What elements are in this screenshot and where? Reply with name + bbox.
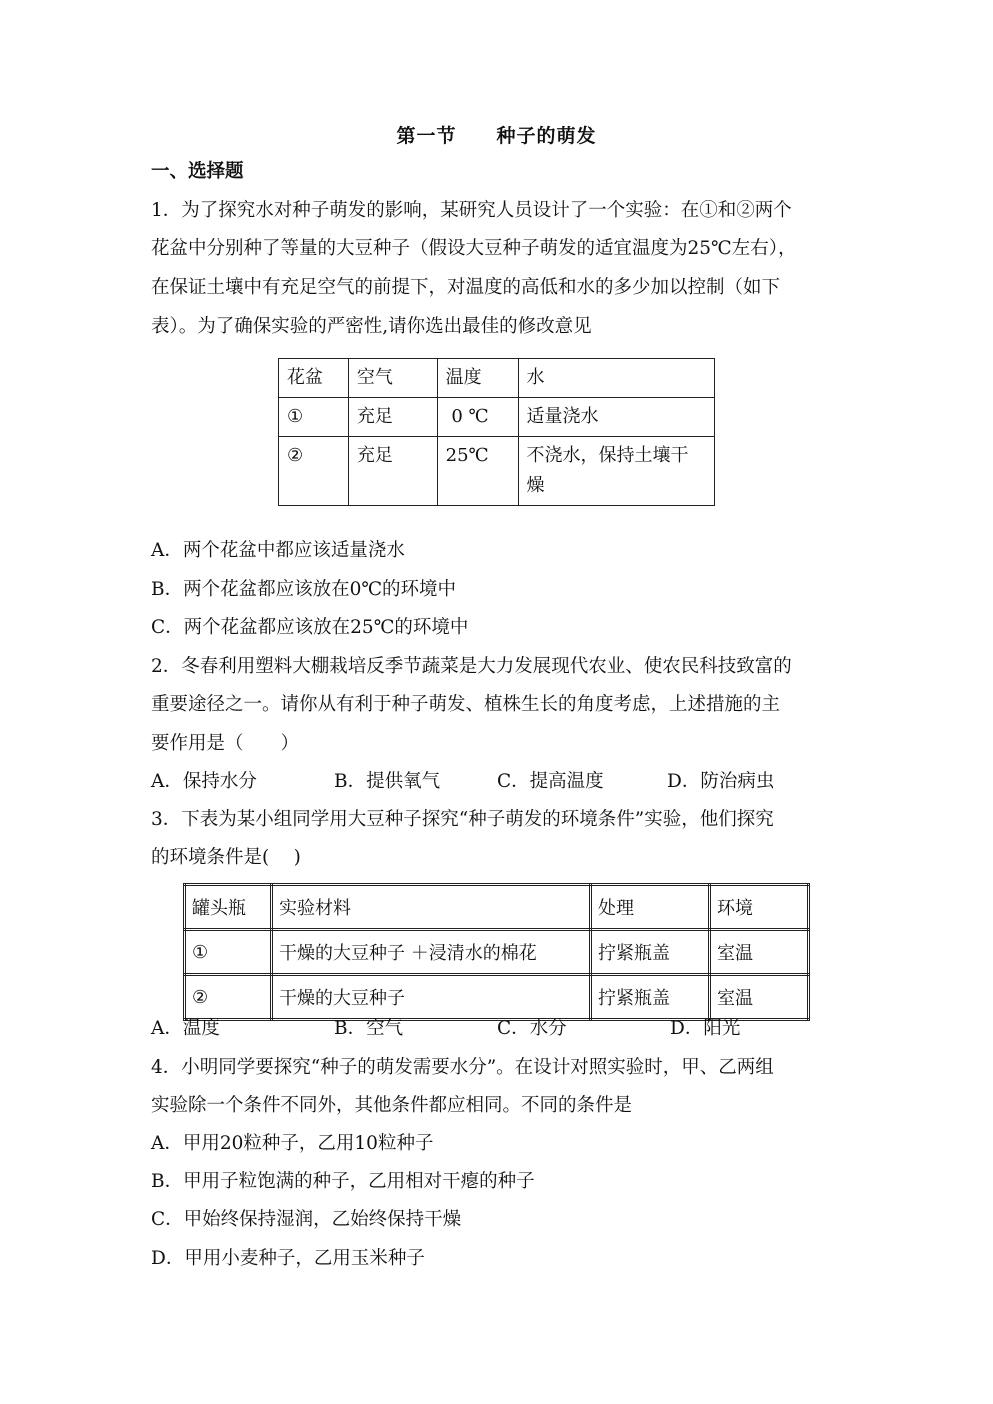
q4-line: 实验除一个条件不同外，其他条件都应相同。不同的条件是 [151, 1095, 633, 1116]
q3-line: 的环境条件是( ) [151, 847, 301, 868]
q4-option-d: D．甲用小麦种子，乙用玉米种子 [151, 1248, 425, 1269]
table-row [185, 930, 809, 975]
table-header-cell: 空气 [348, 359, 437, 398]
table-header-cell: 水 [518, 359, 714, 398]
q1-option-b: B．两个花盆都应该放在0℃的环境中 [151, 579, 457, 600]
q3-options [151, 1016, 740, 1042]
table-cell: ② [185, 975, 272, 1020]
table-row [279, 398, 715, 437]
table-header-cell: 环境 [710, 885, 809, 930]
table-cell: ① [279, 398, 349, 437]
table-cell: 拧紧瓶盖 [591, 975, 710, 1020]
title-text: 种子的萌发 [496, 125, 597, 147]
table-cell: 充足 [348, 398, 437, 437]
table-cell: 室温 [710, 930, 809, 975]
q4-option-c: C．甲始终保持湿润，乙始终保持干燥 [151, 1209, 462, 1230]
q4-line: 4．小明同学要探究“种子的萌发需要水分”。在设计对照实验时，甲、乙两组 [151, 1057, 774, 1078]
q1-line: 在保证土壤中有充足空气的前提下，对温度的高低和水的多少加以控制（如下 [151, 277, 781, 298]
q1-line: 表）。为了确保实验的严密性,请你选出最佳的修改意见 [151, 316, 592, 337]
q3-option-b: B．空气 [334, 1018, 404, 1039]
section-heading: 一、选择题 [151, 161, 244, 182]
q2-option-b: B．提供氧气 [334, 771, 441, 792]
table-header-row [279, 359, 715, 398]
q1-option-a: A．两个花盆中都应该适量浇水 [151, 540, 405, 561]
table-cell: 室温 [710, 975, 809, 1020]
table-header-cell: 处理 [591, 885, 710, 930]
q2-option-d: D．防治病虫 [667, 771, 775, 792]
q3-option-d: D．阳光 [670, 1018, 741, 1039]
page-title [0, 121, 993, 148]
table-cell: 干燥的大豆种子 [272, 975, 591, 1020]
table-cell: 不浇水，保持土壤干燥 [518, 437, 714, 506]
q3-table [183, 883, 810, 1021]
q3-line: 3．下表为某小组同学用大豆种子探究“种子萌发的环境条件”实验，他们探究 [151, 809, 774, 830]
table-cell: 0 ℃ [437, 398, 518, 437]
q2-line: 要作用是（ ） [151, 733, 300, 754]
table-header-cell: 温度 [437, 359, 518, 398]
table-header-cell: 实验材料 [272, 885, 591, 930]
table-cell: 干燥的大豆种子 ＋浸清水的棉花 [272, 930, 591, 975]
q4-option-b: B．甲用子粒饱满的种子，乙用相对干瘪的种子 [151, 1171, 535, 1192]
table-row [185, 975, 809, 1020]
table-cell: ① [185, 930, 272, 975]
q3-option-c: C．水分 [497, 1018, 567, 1039]
q1-line: 1．为了探究水对种子萌发的影响，某研究人员设计了一个实验：在①和②两个 [151, 200, 792, 221]
table-cell: 拧紧瓶盖 [591, 930, 710, 975]
q2-options [151, 769, 774, 795]
q1-option-c: C．两个花盆都应该放在25℃的环境中 [151, 617, 469, 638]
table-header-cell: 花盆 [279, 359, 349, 398]
title-section-number: 第一节 [396, 125, 457, 147]
q2-option-c: C．提高温度 [497, 771, 604, 792]
table-header-row [185, 885, 809, 930]
table-cell: ② [279, 437, 349, 506]
table-row [279, 437, 715, 506]
q2-line: 2．冬春利用塑料大棚栽培反季节蔬菜是大力发展现代农业、使农民科技致富的 [151, 656, 792, 677]
q2-line: 重要途径之一。请你从有利于种子萌发、植株生长的角度考虑，上述措施的主 [151, 694, 781, 715]
table-cell: 充足 [348, 437, 437, 506]
q1-table [278, 358, 715, 506]
table-header-cell: 罐头瓶 [185, 885, 272, 930]
q2-option-a: A．保持水分 [151, 771, 257, 792]
q4-option-a: A．甲用20粒种子，乙用10粒种子 [151, 1133, 434, 1154]
table-cell: 适量浇水 [518, 398, 714, 437]
q3-option-a: A．温度 [151, 1018, 220, 1039]
q1-line: 花盆中分别种了等量的大豆种子（假设大豆种子萌发的适宜温度为25℃左右）， [151, 238, 797, 259]
table-cell: 25℃ [437, 437, 518, 506]
